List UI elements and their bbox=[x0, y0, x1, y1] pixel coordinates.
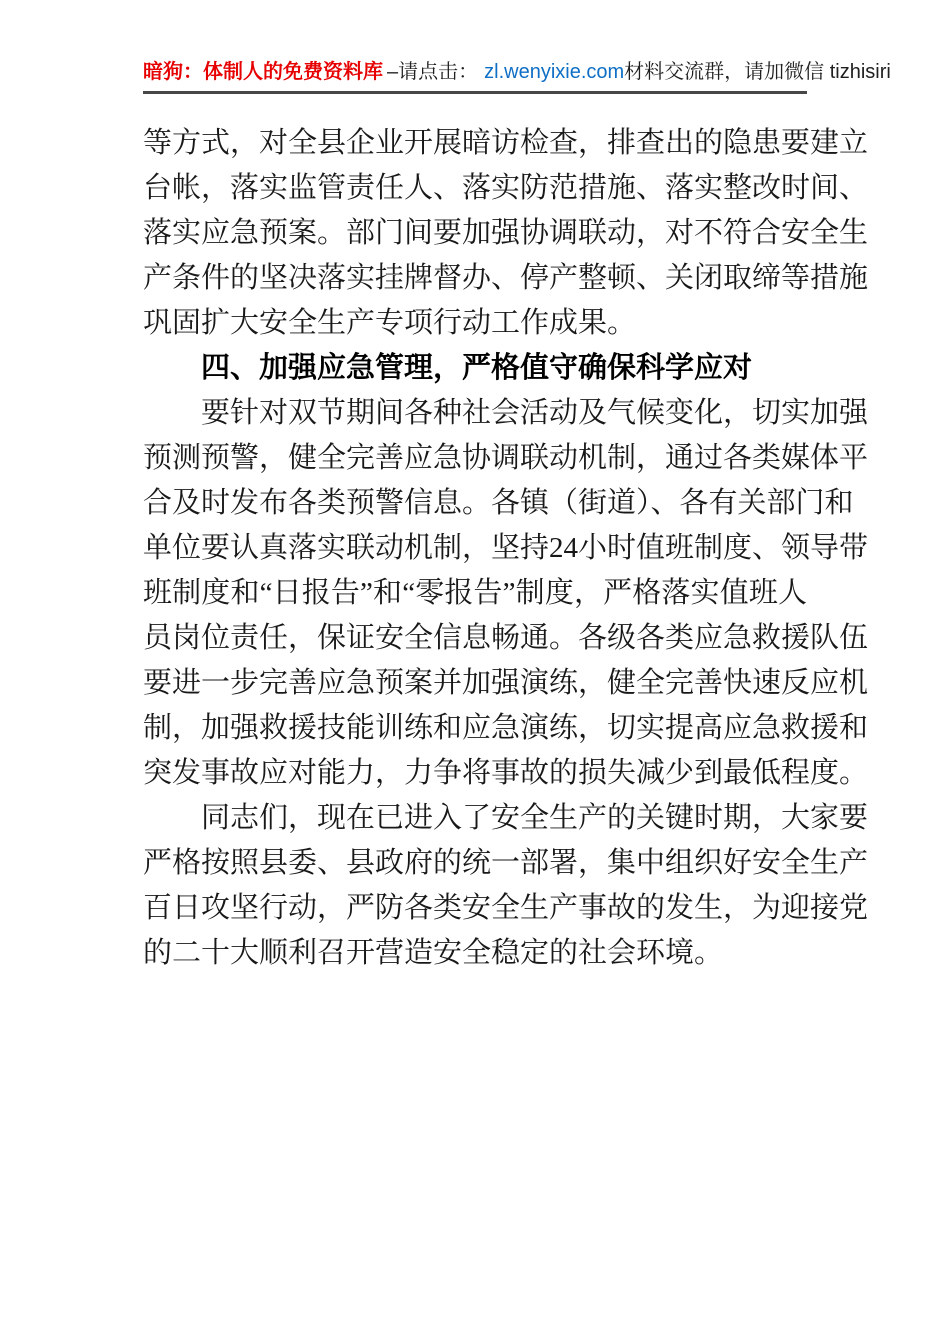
body-line: 严格按照县委、县政府的统一部署，集中组织好安全生产 bbox=[143, 847, 869, 879]
body-line: 等方式，对全县企业开展暗访检查，排查出的隐患要建立 bbox=[143, 127, 869, 159]
promo-click-prefix: –请点击： bbox=[387, 61, 479, 83]
paragraph-continuation bbox=[143, 121, 869, 346]
body-line: 产条件的坚决落实挂牌督办、停产整顿、关闭取缔等措施 bbox=[143, 262, 869, 294]
paragraph-closing bbox=[143, 796, 869, 976]
promo-link[interactable]: zl.wenyixie.com bbox=[484, 61, 625, 83]
document-body bbox=[143, 121, 869, 976]
body-line: 班制度和“日报告”和“零报告”制度，严格落实值班人 bbox=[143, 577, 807, 609]
body-line: 百日攻坚行动，严防各类安全生产事故的发生，为迎接党 bbox=[143, 892, 869, 924]
body-line: 制，加强救援技能训练和应急演练，切实提高应急救援和 bbox=[143, 712, 869, 744]
promo-header bbox=[143, 56, 891, 94]
section-heading: 四、加强应急管理，严格值守确保科学应对 bbox=[201, 352, 753, 384]
body-line: 的二十大顺利召开营造安全稳定的社会环境。 bbox=[143, 937, 724, 969]
promo-contact-text: 材料交流群，请加微信 tizhisiri bbox=[624, 61, 891, 83]
body-line: 合及时发布各类预警信息。各镇（街道）、各有关部门和 bbox=[143, 487, 854, 519]
body-line: 要进一步完善应急预案并加强演练，健全完善快速反应机 bbox=[143, 667, 869, 699]
body-line: 预测预警，健全完善应急协调联动机制，通过各类媒体平 bbox=[143, 442, 869, 474]
body-line: 巩固扩大安全生产专项行动工作成果。 bbox=[143, 307, 637, 339]
body-line: 单位要认真落实联动机制，坚持24小时值班制度、领导带 bbox=[143, 532, 869, 564]
body-line: 突发事故应对能力，力争将事故的损失减少到最低程度。 bbox=[143, 757, 869, 789]
paragraph-emergency-management bbox=[143, 391, 869, 796]
body-line: 同志们，现在已进入了安全生产的关键时期，大家要 bbox=[201, 802, 869, 834]
body-line: 要针对双节期间各种社会活动及气候变化，切实加强 bbox=[201, 397, 869, 429]
body-line: 员岗位责任，保证安全信息畅通。各级各类应急救援队伍 bbox=[143, 622, 869, 654]
promo-brand-text: 暗狗：体制人的免费资料库 bbox=[143, 61, 383, 83]
body-line: 台帐，落实监管责任人、落实防范措施、落实整改时间、 bbox=[143, 172, 869, 204]
body-line: 落实应急预案。部门间要加强协调联动，对不符合安全生 bbox=[143, 217, 869, 249]
